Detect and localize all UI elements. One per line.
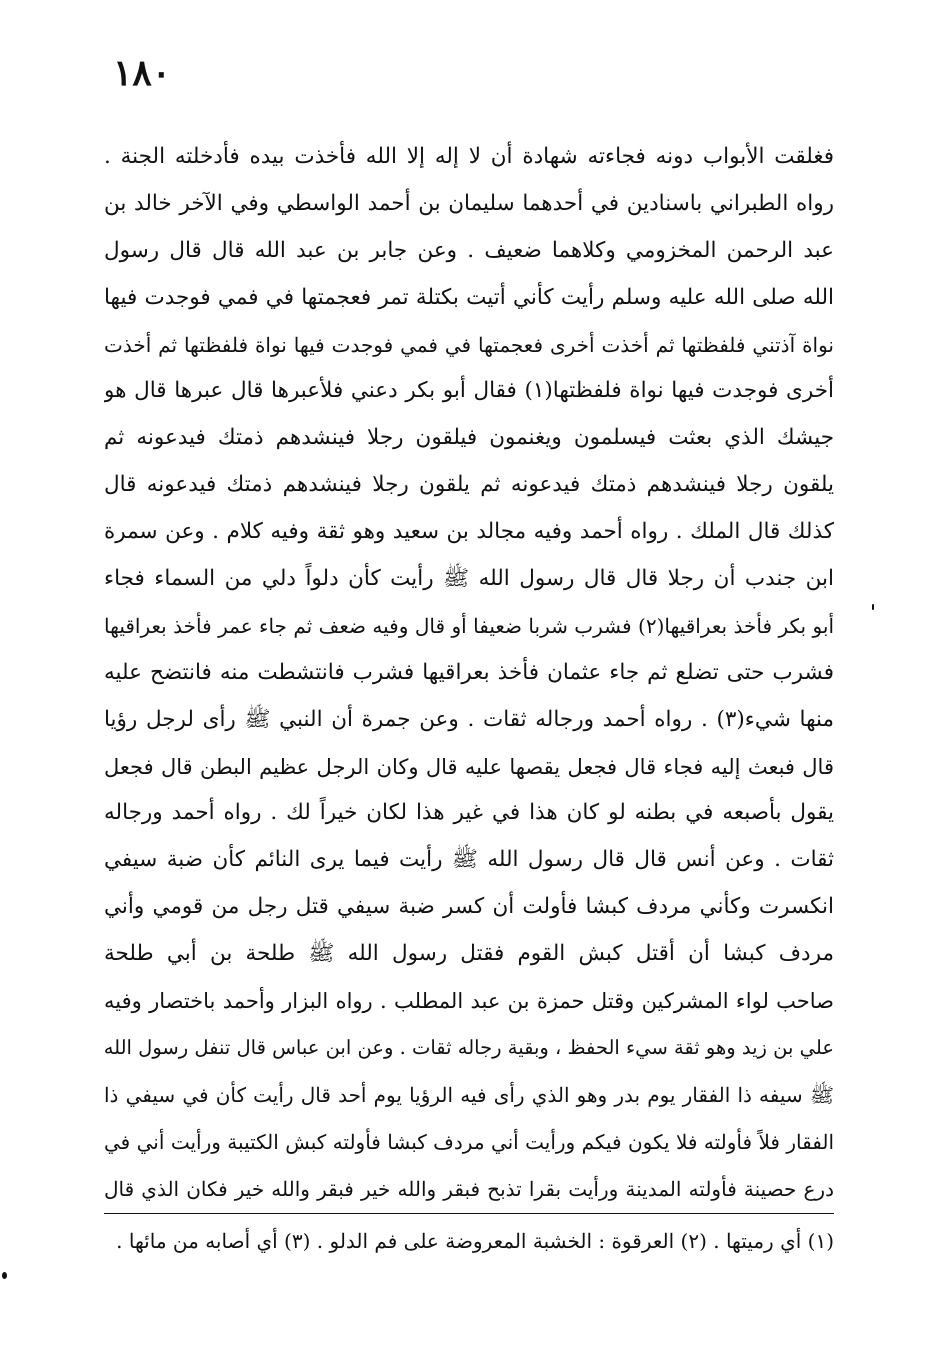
text-line: الفقار فلاً فأولته فلا يكون فيكم ورأيت أني مردف كبشا فأولته كبش الكتيبة ورأيت أني في (104, 1129, 834, 1154)
text-line: عبد الرحمن المخزومي وكلاهما ضعيف . وعن جابر بن عبد الله قال قال رسول (104, 237, 834, 263)
footnote-divider (104, 1213, 834, 1214)
text-line: كذلك قال الملك . رواه أحمد وفيه مجالد بن سعيد وهو ثقة وفيه كلام . وعن سمرة (104, 519, 834, 545)
text-line: ﷺ سيفه ذا الفقار يوم بدر وهو الذي رأى فيه الرؤيا يوم أحد قال رأيت كأن في سيفي ذا (104, 1082, 834, 1107)
footnotes: (١) أي رميتها . (٢) العرقوة : الخشبة المعروضة على فم الدلو . (٣) أي أصابه من مائها . (116, 1229, 834, 1253)
text-line: صاحب لواء المشركين وقتل حمزة بن عبد المطلب . رواه البزار وأحمد باختصار وفيه (104, 989, 834, 1014)
text-line: قال فبعث إليه فجاء قال فجعل يقصها عليه قال وكان الرجل عظيم البطن قال فجعل (104, 754, 834, 779)
text-line: ابن جندب أن رجلا قال قال رسول الله ﷺ رأيت كأن دلواً دلي من السماء فجاء (104, 566, 834, 592)
text-line: جيشك الذي بعثت فيسلمون ويغنمون فيلقون رجلا فينشدهم ذمتك فيدعونه ثم (104, 425, 834, 451)
page-number: ١٨٠ (113, 52, 172, 94)
text-line: الله صلى الله عليه وسلم رأيت كأني أتيت بكتلة تمر فعجمتها في فمي فوجدت فيها (104, 284, 834, 310)
text-line: رواه الطبراني باسنادين في أحدهما سليمان بن أحمد الواسطي وفي الآخر خالد بن (104, 190, 834, 216)
main-text (104, 134, 834, 1212)
text-line: نواة آذتني فلفظتها ثم أخذت أخرى فعجمتها في فمي فوجدت فيها نواة فلفظتها ثم أخذت (104, 332, 834, 357)
text-line: انكسرت وكأني مردف كبشا فأولت أن كسر ضبة سيفي قتل رجل من قومي وأني (104, 894, 834, 920)
text-line: مردف كبشا أن أقتل كبش القوم فقتل رسول الله ﷺ طلحة بن أبي طلحة (104, 941, 834, 967)
text-line: أخرى فوجدت فيها نواة فلفظتها(١) فقال أبو بكر دعني فلأعبرها قال عبرها قال هو (104, 378, 834, 404)
scan-speck (872, 604, 874, 610)
text-line: درع حصينة فأولته المدينة ورأيت بقرا تذبح فبقر والله خير فبقر والله خير فكان الذي قال (104, 1176, 834, 1201)
text-line: علي بن زيد وهو ثقة سيء الحفظ ، وبقية رجاله ثقات . وعن ابن عباس قال تنفل رسول الله (104, 1035, 834, 1059)
text-line: فغلقت الأبواب دونه فجاءته شهادة أن لا إله إلا الله فأخذت بيده فأدخلته الجنة . (104, 144, 834, 169)
text-line: أبو بكر فأخذ بعراقيها(٢) فشرب شربا ضعيفا أو قال وفيه ضعف ثم جاء عمر فأخذ بعراقيها (104, 613, 834, 638)
text-line: فشرب حتى تضلع ثم جاء عثمان فأخذ بعراقيها فشرب فانتشطت منه فانتضح عليه (104, 659, 834, 685)
text-line: يقول بأصبعه في بطنه لو كان هذا في غير هذا لكان خيراً لك . رواه أحمد ورجاله (104, 800, 834, 826)
text-line: يلقون رجلا فينشدهم ذمتك فيدعونه ثم يلقون رجلا فينشدهم ذمتك فيدعونه قال (104, 472, 834, 498)
text-line: منها شيء(٣) . رواه أحمد ورجاله ثقات . وعن جمرة أن النبي ﷺ رأى لرجل رؤيا (104, 706, 834, 732)
scan-speck (2, 1272, 7, 1279)
text-line: ثقات . وعن أنس قال قال رسول الله ﷺ رأيت فيما يرى النائم كأن ضبة سيفي (104, 847, 834, 873)
